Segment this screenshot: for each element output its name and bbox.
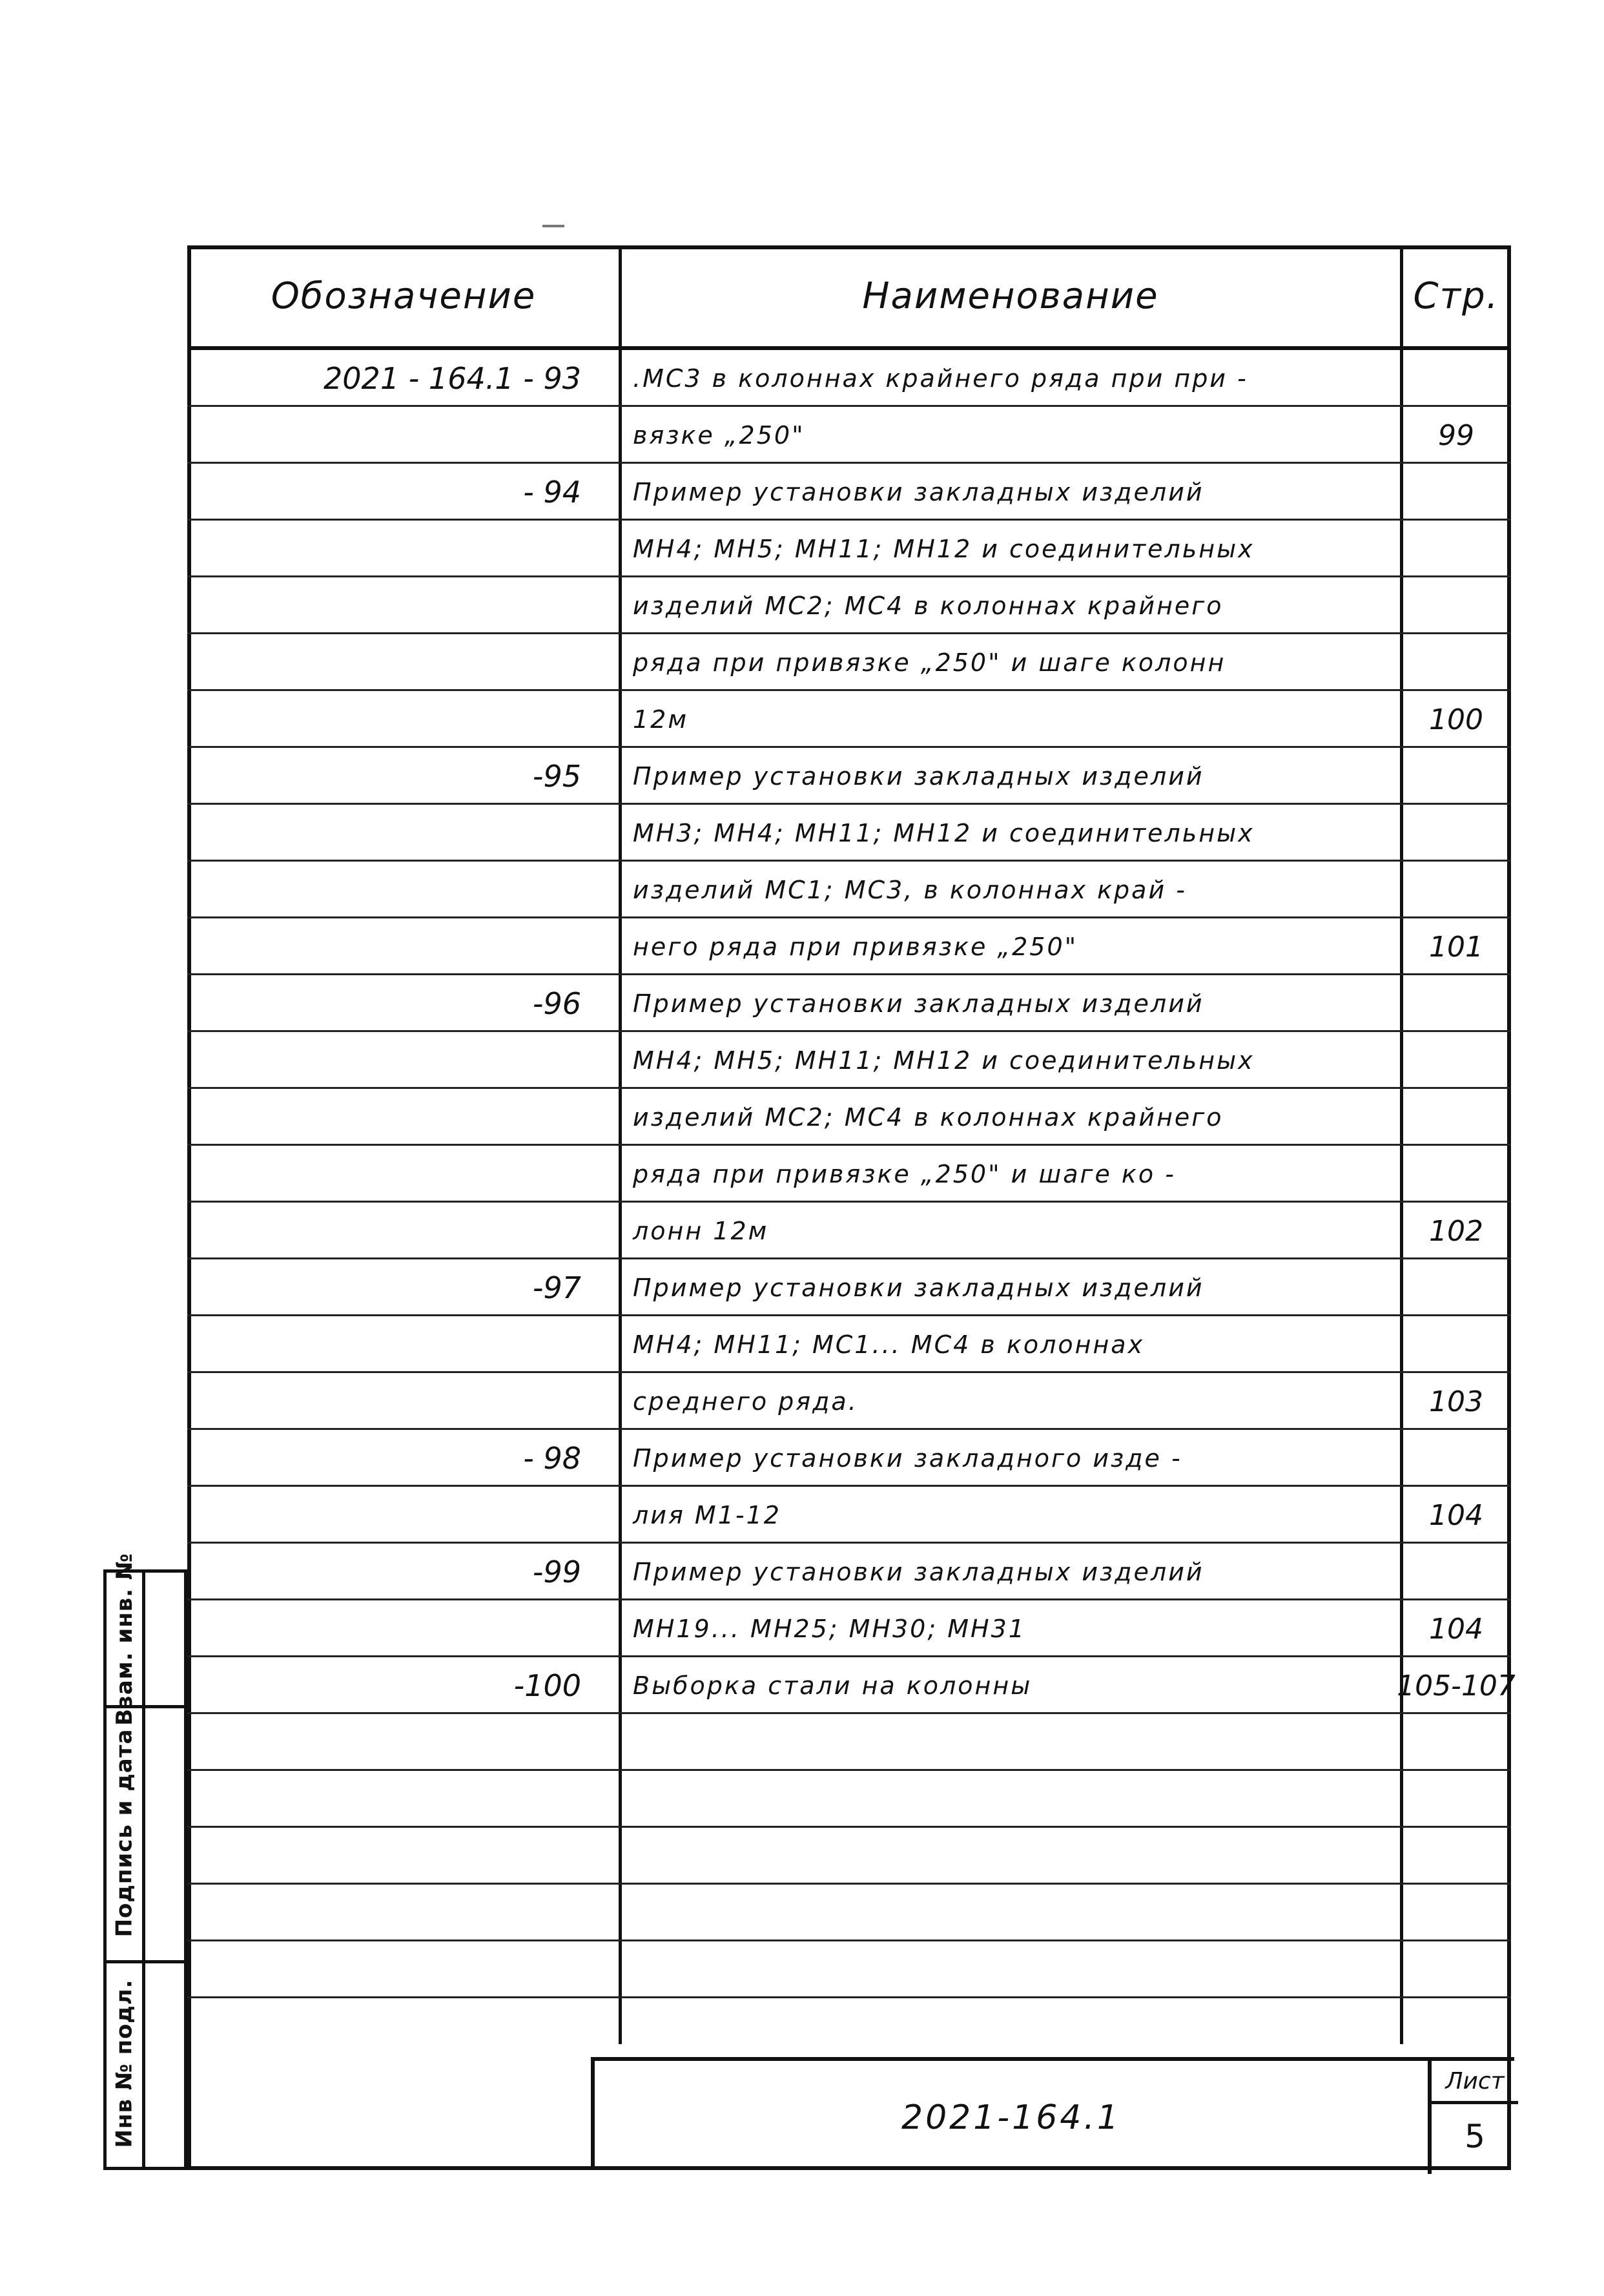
cell-code bbox=[187, 1089, 607, 1146]
cell-page bbox=[1404, 975, 1508, 1032]
cell-page bbox=[1404, 1828, 1508, 1885]
cell-name bbox=[633, 1885, 1395, 1941]
cell-code bbox=[187, 1032, 607, 1089]
cell-name: МН4; МН5; МН11; МН12 и соединительных bbox=[633, 535, 1255, 563]
cell-name: ряда при привязке „250" и шаге ко - bbox=[633, 1160, 1176, 1188]
document-code: 2021-164.1 bbox=[901, 2098, 1121, 2137]
cell-page bbox=[1404, 748, 1508, 805]
cell-name bbox=[633, 1714, 1395, 1771]
cell-name: Пример установки закладных изделий bbox=[633, 478, 1204, 506]
cell-page bbox=[1404, 634, 1508, 691]
table-row bbox=[187, 1089, 1511, 1146]
cell-page bbox=[1404, 1885, 1508, 1941]
cell-page: 104 bbox=[1429, 1612, 1483, 1646]
table-row bbox=[187, 1828, 1511, 1885]
cell-page: 104 bbox=[1429, 1498, 1483, 1532]
cell-name: изделий МС2; МС4 в колоннах крайнего bbox=[633, 592, 1224, 620]
cell-code: -100 bbox=[513, 1668, 581, 1703]
stamp-inner-line bbox=[142, 1573, 145, 2167]
cell-page: 101 bbox=[1429, 930, 1483, 964]
cell-code bbox=[187, 918, 607, 975]
cell-name: него ряда при привязке „250" bbox=[633, 933, 1078, 961]
cell-name: Пример установки закладного изде - bbox=[633, 1444, 1182, 1473]
cell-name: МН19... МН25; МН30; МН31 bbox=[633, 1615, 1026, 1643]
table-row bbox=[187, 1714, 1511, 1771]
cell-code bbox=[187, 862, 607, 918]
cell-page bbox=[1404, 862, 1508, 918]
header-name: Наименование bbox=[620, 245, 1401, 350]
cell-name: Пример установки закладных изделий bbox=[633, 1274, 1204, 1302]
table-row bbox=[187, 1373, 1511, 1430]
table-row bbox=[187, 1146, 1511, 1203]
cell-code: - 98 bbox=[523, 1441, 581, 1476]
table-row bbox=[187, 748, 1511, 805]
table-row bbox=[187, 521, 1511, 577]
table-row bbox=[187, 634, 1511, 691]
cell-name: изделий МС2; МС4 в колоннах крайнего bbox=[633, 1103, 1224, 1132]
table-row bbox=[187, 1259, 1511, 1316]
cell-page bbox=[1404, 1771, 1508, 1828]
cell-code bbox=[187, 1885, 607, 1941]
table-row bbox=[187, 464, 1511, 521]
table-row bbox=[187, 1203, 1511, 1259]
cell-page bbox=[1404, 1714, 1508, 1771]
cell-page bbox=[1404, 1259, 1508, 1316]
table-row bbox=[187, 691, 1511, 748]
table-row bbox=[187, 1316, 1511, 1373]
cell-page bbox=[1404, 577, 1508, 634]
cell-code bbox=[187, 691, 607, 748]
sheet-number: 5 bbox=[1465, 2118, 1485, 2155]
table-row bbox=[187, 1657, 1516, 1714]
header-page: Стр. bbox=[1401, 245, 1511, 350]
table-row bbox=[187, 975, 1511, 1032]
cell-page bbox=[1404, 1089, 1508, 1146]
cell-code bbox=[187, 1828, 607, 1885]
cell-code: -96 bbox=[532, 986, 581, 1021]
cell-page bbox=[1404, 1941, 1508, 1998]
cell-page bbox=[1404, 805, 1508, 862]
table-row bbox=[187, 1600, 1511, 1657]
title-block bbox=[591, 2057, 1514, 2170]
stamp-podpis-data: Подпись и дата bbox=[111, 1728, 138, 1937]
cell-code bbox=[187, 1316, 607, 1373]
cell-page: 102 bbox=[1429, 1214, 1483, 1248]
cell-code: -95 bbox=[532, 759, 581, 794]
cell-name: .МС3 в колоннах крайнего ряда при при - bbox=[633, 364, 1248, 393]
cell-page bbox=[1404, 1544, 1508, 1600]
cell-name: ряда при привязке „250" и шаге колонн bbox=[633, 648, 1226, 677]
table-row bbox=[187, 918, 1511, 975]
cell-name: Выборка стали на колонны bbox=[633, 1671, 1033, 1700]
cell-page bbox=[1404, 1032, 1508, 1089]
table-row bbox=[187, 862, 1511, 918]
cell-code bbox=[187, 521, 607, 577]
cell-page bbox=[1404, 521, 1508, 577]
cell-page bbox=[1404, 350, 1508, 407]
cell-code bbox=[187, 407, 607, 464]
cell-code bbox=[187, 1487, 607, 1544]
cell-code bbox=[187, 1941, 607, 1998]
table-row bbox=[187, 1941, 1511, 1998]
cell-code bbox=[187, 1771, 607, 1828]
cell-code: 2021 - 164.1 - 93 bbox=[324, 361, 581, 396]
cell-name: МН4; МН5; МН11; МН12 и соединительных bbox=[633, 1046, 1255, 1075]
table-row bbox=[187, 350, 1511, 407]
cell-name bbox=[633, 1771, 1395, 1828]
table-row bbox=[187, 1487, 1511, 1544]
table-row bbox=[187, 407, 1511, 464]
cell-name: изделий МС1; МС3, в колоннах край - bbox=[633, 876, 1187, 904]
cell-code bbox=[187, 1714, 607, 1771]
cell-page: 103 bbox=[1429, 1385, 1483, 1418]
stamp-vzam-inv: Взам. инв. № bbox=[111, 1552, 138, 1726]
cell-page: 105-107 bbox=[1397, 1669, 1516, 1702]
sheet-box bbox=[1428, 2061, 1518, 2174]
table-row bbox=[187, 1771, 1511, 1828]
cell-code bbox=[187, 1203, 607, 1259]
cell-code bbox=[187, 634, 607, 691]
table-row bbox=[187, 1885, 1511, 1941]
table-row bbox=[187, 805, 1511, 862]
cell-code bbox=[187, 577, 607, 634]
table-row bbox=[187, 1032, 1511, 1089]
cell-name: среднего ряда. bbox=[633, 1387, 858, 1416]
cell-page bbox=[1404, 464, 1508, 521]
cell-page bbox=[1404, 1146, 1508, 1203]
cell-code bbox=[187, 1600, 607, 1657]
cell-page bbox=[1404, 1430, 1508, 1487]
cell-name bbox=[633, 1828, 1395, 1885]
cell-page bbox=[1404, 1316, 1508, 1373]
cell-name bbox=[633, 1941, 1395, 1998]
top-mark bbox=[542, 225, 564, 227]
cell-code bbox=[187, 1373, 607, 1430]
table-row bbox=[187, 1430, 1511, 1487]
cell-code: -99 bbox=[532, 1555, 581, 1589]
cell-code bbox=[187, 805, 607, 862]
margin-stamp bbox=[103, 1552, 187, 2170]
table-row bbox=[187, 1544, 1511, 1600]
cell-code: -97 bbox=[532, 1270, 581, 1305]
sheet-label: Лист bbox=[1432, 2061, 1518, 2104]
table-header bbox=[187, 245, 1511, 350]
cell-page: 100 bbox=[1429, 703, 1483, 736]
cell-code bbox=[187, 1146, 607, 1203]
cell-code: - 94 bbox=[523, 475, 581, 510]
cell-name: вязке „250" bbox=[633, 421, 805, 450]
cell-page: 99 bbox=[1438, 419, 1474, 452]
stamp-inv-podl: Инв № подл. bbox=[111, 1979, 138, 2148]
cell-name: МН4; МН11; МС1... МС4 в колоннах bbox=[633, 1330, 1145, 1359]
cell-name: лия М1-12 bbox=[633, 1501, 781, 1529]
cell-name: Пример установки закладных изделий bbox=[633, 1558, 1204, 1586]
table-row bbox=[187, 577, 1511, 634]
cell-name: Пример установки закладных изделий bbox=[633, 989, 1204, 1018]
cell-name: МН3; МН4; МН11; МН12 и соединительных bbox=[633, 819, 1255, 847]
cell-name: лонн 12м bbox=[633, 1217, 769, 1245]
cell-name: Пример установки закладных изделий bbox=[633, 762, 1204, 791]
header-code: Обозначение bbox=[187, 245, 620, 350]
cell-name: 12м bbox=[633, 705, 689, 734]
